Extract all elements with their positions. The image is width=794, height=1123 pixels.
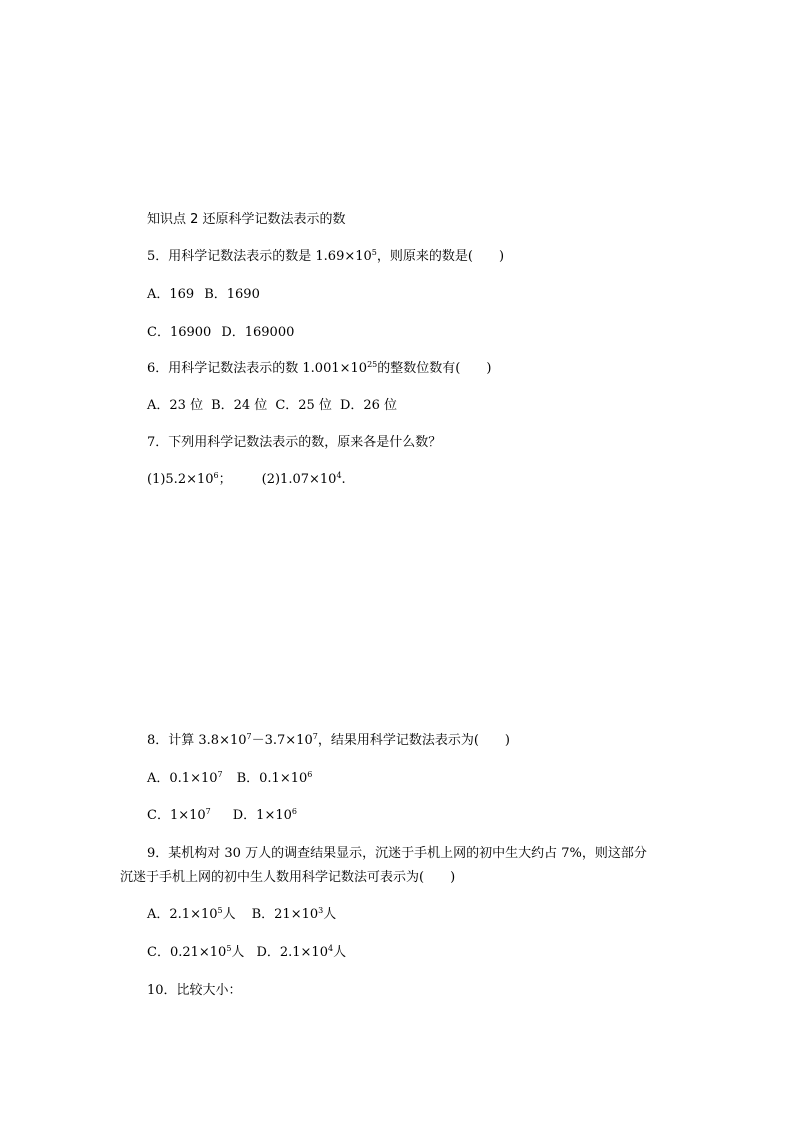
- q8-option-d[interactable]: [233, 808, 297, 823]
- q9-option-d-unit: 人: [333, 945, 347, 960]
- q8-text-2: －3.7×10: [251, 733, 313, 748]
- q6-text-end: 的整数位数有( ): [377, 361, 492, 376]
- q9-option-d-base: D．2.1×10: [256, 945, 328, 960]
- q9-text-line-2: 沉迷于手机上网的初中生人数用科学记数法可表示为( ): [120, 870, 456, 885]
- q7-part-1-end: ；: [218, 472, 232, 487]
- q5-option-b[interactable]: B．1690: [204, 287, 260, 302]
- q8-option-b-exponent: 6: [307, 770, 313, 779]
- q8-option-c[interactable]: [147, 808, 211, 823]
- q7-part-2: [262, 472, 346, 487]
- q9-option-a-exponent: 5: [217, 906, 223, 915]
- q5-text: 5．用科学记数法表示的数是 1.69×10: [147, 249, 372, 264]
- q8-exponent-1: 7: [246, 732, 252, 741]
- q8-text-1: 8．计算 3.8×10: [147, 733, 247, 748]
- q8-option-a[interactable]: [147, 771, 223, 786]
- question-9-line-2: [120, 871, 455, 884]
- q5-option-c[interactable]: C．16900: [147, 325, 212, 340]
- question-8: [147, 734, 510, 747]
- q7-part-1-exponent: 6: [213, 471, 219, 480]
- question-6: [147, 362, 491, 375]
- section-title: [147, 213, 346, 226]
- q7-text: 7．下列用科学记数法表示的数，原来各是什么数？: [147, 435, 442, 450]
- q9-option-a[interactable]: [147, 907, 236, 922]
- q8-option-d-base: D．1×10: [232, 808, 292, 823]
- q9-option-c-base: C．0.21×10: [147, 945, 227, 960]
- q9-option-b[interactable]: [252, 907, 337, 922]
- question-5: [147, 250, 504, 263]
- q5-exponent: 5: [371, 248, 377, 257]
- q5-option-d[interactable]: D．169000: [221, 325, 295, 340]
- q9-option-c-exponent: 5: [226, 944, 232, 953]
- q8-option-b[interactable]: [237, 771, 313, 786]
- q9-text-line-1: 9．某机构对 30 万人的调查结果显示，沉迷于手机上网的初中生大约占 7%，则这部分: [147, 846, 647, 861]
- q7-part-2-exponent: 4: [336, 471, 342, 480]
- q7-part-1-base: (1)5.2×10: [147, 472, 214, 487]
- q8-option-c-base: C．1×10: [147, 808, 206, 823]
- q5-option-a[interactable]: A．169: [147, 287, 195, 302]
- q8-option-b-base: B．0.1×10: [236, 771, 308, 786]
- question-10: [147, 984, 242, 997]
- q8-exponent-2: 7: [312, 732, 318, 741]
- q8-option-a-base: A．0.1×10: [147, 771, 218, 786]
- q6-option-c[interactable]: C．25 位: [275, 398, 332, 413]
- q8-option-d-exponent: 6: [291, 807, 297, 816]
- section-title-text: 知识点 2 还原科学记数法表示的数: [147, 212, 346, 227]
- q6-options: [147, 399, 397, 412]
- q8-options-row-2: [147, 809, 297, 822]
- q6-option-d[interactable]: D．26 位: [339, 398, 398, 413]
- question-7: [147, 436, 441, 449]
- q6-text: 6．用科学记数法表示的数 1.001×10: [147, 361, 368, 376]
- q7-part-2-end: .: [341, 472, 346, 487]
- q5-text-end: ，则原来的数是( ): [376, 249, 505, 264]
- q5-options-row-2: [147, 326, 294, 339]
- q9-option-b-base: B．21×10: [251, 907, 319, 922]
- q7-part-1: [147, 472, 232, 487]
- q5-options-row-1: [147, 288, 260, 301]
- q6-option-b[interactable]: B．24 位: [211, 398, 268, 413]
- q9-option-b-exponent: 3: [318, 906, 324, 915]
- q8-option-c-exponent: 7: [205, 807, 211, 816]
- q7-part-2-base: (2)1.07×10: [261, 472, 337, 487]
- q9-option-d[interactable]: [256, 945, 346, 960]
- q9-options-row-2: [147, 946, 346, 959]
- q8-text-3: ，结果用科学记数法表示为( ): [317, 733, 510, 748]
- question-9-line-1: [147, 847, 647, 860]
- q6-exponent: 25: [367, 360, 378, 369]
- q9-option-a-base: A．2.1×10: [147, 907, 218, 922]
- q9-option-b-unit: 人: [323, 907, 337, 922]
- q8-options-row-1: [147, 772, 312, 785]
- q9-option-d-exponent: 4: [327, 944, 334, 953]
- q9-option-a-unit: 人: [222, 907, 236, 922]
- q6-option-a[interactable]: A．23 位: [147, 398, 204, 413]
- q9-option-c-unit: 人: [231, 945, 245, 960]
- q9-option-c[interactable]: [147, 945, 244, 960]
- q7-parts: [147, 473, 346, 486]
- q10-text: 10．比较大小：: [147, 983, 242, 998]
- q9-options-row-1: [147, 908, 336, 921]
- q8-option-a-exponent: 7: [217, 770, 223, 779]
